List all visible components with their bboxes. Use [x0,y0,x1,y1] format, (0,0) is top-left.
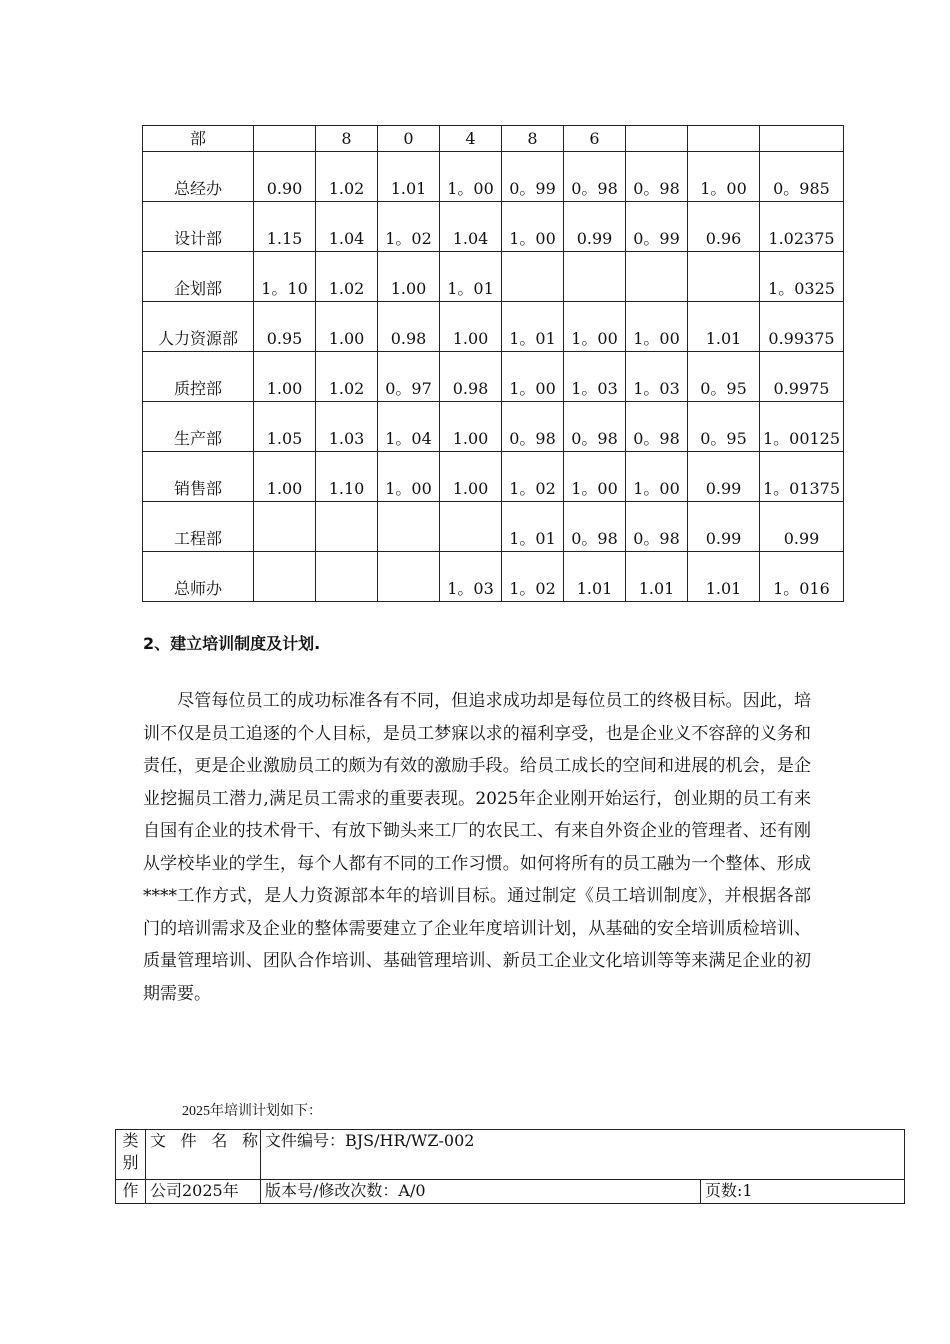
score-cell [316,502,378,552]
score-cell: 1.05 [254,402,316,452]
body-paragraph [143,685,811,1010]
score-cell: 1。03 [626,352,688,402]
score-cell: 1。00 [440,152,502,202]
score-cell: 0。98 [564,502,626,552]
department-cell: 质控部 [143,352,254,402]
score-cell: 1.04 [316,202,378,252]
score-cell: 1。00 [688,152,760,202]
table-row [143,126,844,152]
score-cell: 1.04 [440,202,502,252]
department-cell: 企划部 [143,252,254,302]
score-cell [688,126,760,152]
score-cell: 1。00 [378,452,440,502]
department-cell: 工程部 [143,502,254,552]
score-cell: 1.15 [254,202,316,252]
score-cell [254,552,316,602]
score-cell: 1。00 [626,452,688,502]
company-text: 公司2025年 [146,1180,261,1204]
score-cell: 1.00 [440,402,502,452]
score-cell: 1。00 [502,202,564,252]
table-row [143,152,844,202]
score-cell: 1.00 [378,252,440,302]
score-cell: 0。99 [626,202,688,252]
score-cell: 0。95 [688,402,760,452]
department-cell: 部 [143,126,254,152]
score-cell: 1.00 [254,452,316,502]
table-row [143,252,844,302]
score-cell: 0.95 [254,302,316,352]
score-cell [378,502,440,552]
score-cell: 1。01375 [760,452,844,502]
score-cell: 4 [440,126,502,152]
score-cell: 1。0325 [760,252,844,302]
score-cell: 1。00 [564,452,626,502]
score-cell: 8 [502,126,564,152]
score-cell [688,252,760,302]
score-cell: 0.98 [440,352,502,402]
version-text: 版本号/修改次数：A/0 [261,1180,701,1204]
department-cell: 销售部 [143,452,254,502]
score-cell: 0.99 [688,502,760,552]
score-cell: 1.02375 [760,202,844,252]
table-row [143,502,844,552]
score-cell: 6 [564,126,626,152]
score-cell: 0.9975 [760,352,844,402]
score-cell: 0.99 [760,502,844,552]
section-heading: 2、建立培训制度及计划. [143,634,321,653]
score-cell: 1。01 [502,302,564,352]
score-cell: 0.99 [688,452,760,502]
score-cell: 1。02 [502,552,564,602]
score-cell: 1。02 [502,452,564,502]
score-cell: 1。10 [254,252,316,302]
score-cell [502,252,564,302]
score-cell [316,552,378,602]
score-cell: 1.00 [254,352,316,402]
score-cell: 1。016 [760,552,844,602]
department-cell: 生产部 [143,402,254,452]
score-cell: 1。02 [378,202,440,252]
score-cell: 0 [378,126,440,152]
score-cell: 1。03 [564,352,626,402]
file-number: 文件编号：BJS/HR/WZ-002 [261,1130,905,1180]
score-cell [254,502,316,552]
score-cell: 1.01 [378,152,440,202]
score-cell: 1.00 [440,452,502,502]
doc-header-row [116,1130,905,1180]
score-cell: 1。01 [502,502,564,552]
score-cell: 1。04 [378,402,440,452]
score-cell: 1.00 [316,302,378,352]
score-cell: 1.01 [688,552,760,602]
department-cell: 总师办 [143,552,254,602]
score-cell [626,126,688,152]
score-cell [760,126,844,152]
score-cell: 1.01 [626,552,688,602]
score-cell [254,126,316,152]
score-cell: 0.99375 [760,302,844,352]
score-cell: 1.02 [316,352,378,402]
score-cell: 1。01 [440,252,502,302]
score-cell: 0。98 [626,402,688,452]
department-score-table [142,125,844,602]
score-cell [564,252,626,302]
score-cell: 1.02 [316,152,378,202]
score-cell: 1.02 [316,252,378,302]
table-row [143,402,844,452]
page-count: 页数:1 [701,1180,905,1204]
score-cell: 1。03 [440,552,502,602]
table-row [143,352,844,402]
table-row [143,452,844,502]
score-cell: 0。98 [564,402,626,452]
department-cell: 人力资源部 [143,302,254,352]
score-cell: 8 [316,126,378,152]
score-cell: 0.96 [688,202,760,252]
score-cell: 0。98 [626,502,688,552]
score-cell [378,552,440,602]
score-cell: 1.01 [688,302,760,352]
category-label: 类别 [116,1130,146,1180]
table-row [143,552,844,602]
file-name-label: 文件名称 [146,1130,261,1180]
score-cell: 0。95 [688,352,760,402]
score-cell: 1。00 [502,352,564,402]
table-row [143,202,844,252]
score-cell: 1.03 [316,402,378,452]
document-header-table [115,1129,905,1204]
training-plan-caption: 2025年培训计划如下： [182,1104,322,1119]
department-cell: 总经办 [143,152,254,202]
score-cell: 0。99 [502,152,564,202]
score-cell: 0.90 [254,152,316,202]
body-paragraph-text: 尽管每位员工的成功标准各有不同，但追求成功却是每位员工的终极目标。因此，培训不仅是员工追逐的个人目标，是员工梦寐以求的福利享受，也是企业义不容辞的义务和责任，更是企业激励员工的颇为有效的激励手段。给员工成长的空间和进展的机会，是企业挖掘员工潜力,满足员工需求的重要表现。2025年企业刚开始运行，创业期的员工有来自国有企业的技术骨干、有放下锄头来工厂的农民工、有来自外资企业的管理者、还有刚从学校毕业的学生，每个人都有不同的工作习惯。如何将所有的员工融为一个整体、形成****工作方式，是人力资源部本年的培训目标。通过制定《员工培训制度》，并根据各部门的培训需求及企业的整体需要建立了企业年度培训计划，从基础的安全培训质检培训、质量管理培训、团队合作培训、基础管理培训、新员工企业文化培训等等来满足企业的初期需要。 [143,691,811,1004]
score-cell: 1。00125 [760,402,844,452]
score-cell: 0。98 [502,402,564,452]
score-cell: 1。00 [564,302,626,352]
score-cell [626,252,688,302]
score-cell: 1.10 [316,452,378,502]
score-cell: 1.00 [440,302,502,352]
score-cell: 0。97 [378,352,440,402]
score-cell: 1。00 [626,302,688,352]
table-row [143,302,844,352]
department-cell: 设计部 [143,202,254,252]
score-cell: 0。985 [760,152,844,202]
score-cell [440,502,502,552]
author-label: 作 [116,1180,146,1204]
score-cell: 1.01 [564,552,626,602]
score-cell: 0。98 [626,152,688,202]
doc-header-row [116,1180,905,1204]
score-cell: 0。98 [564,152,626,202]
score-cell: 0.99 [564,202,626,252]
score-cell: 0.98 [378,302,440,352]
